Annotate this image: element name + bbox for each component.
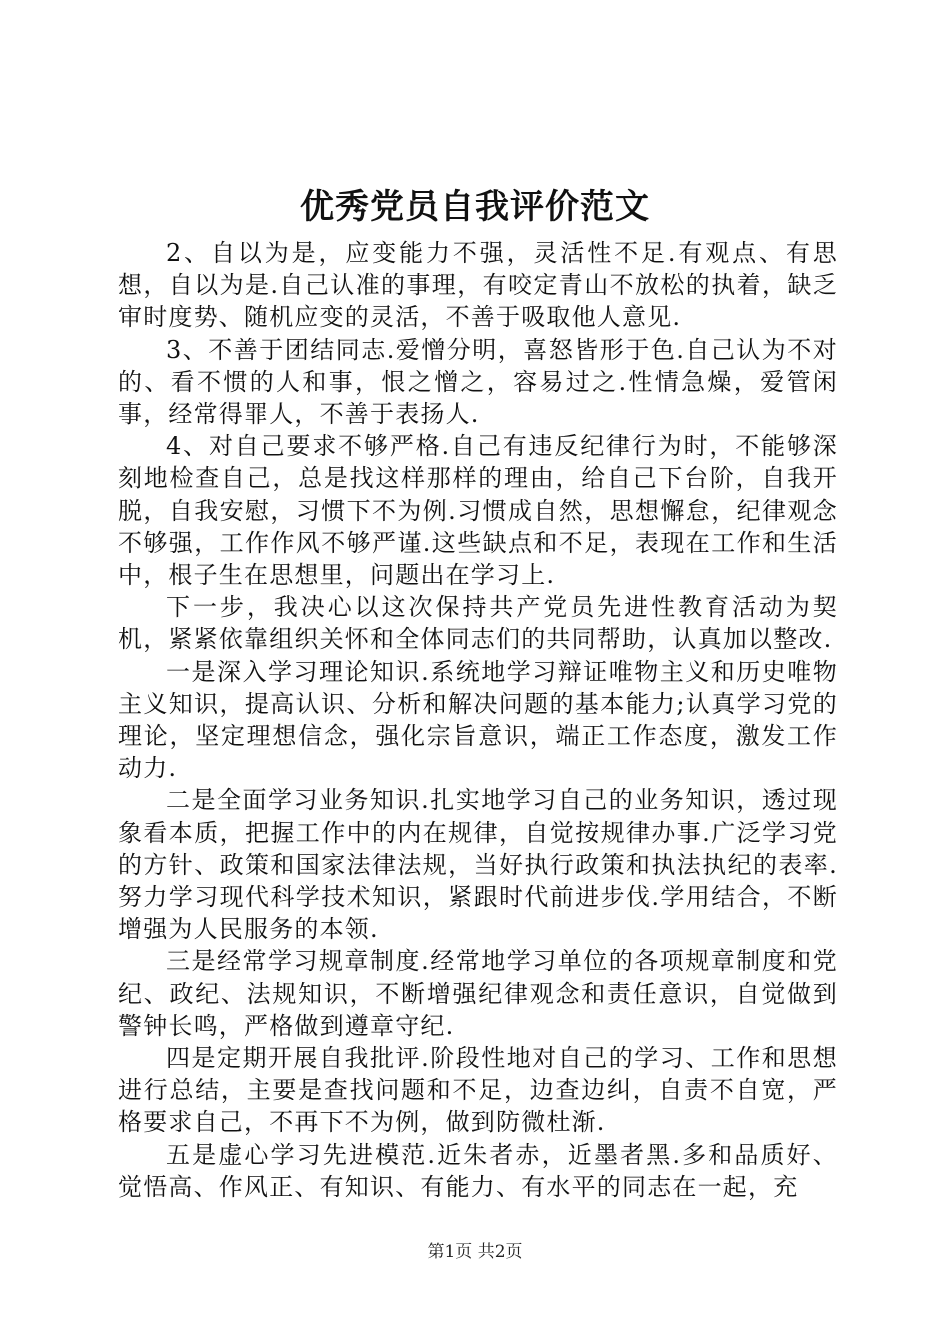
paragraph-measure-2: 二是全面学习业务知识.扎实地学习自己的业务知识，透过现象看本质，把握工作中的内在规律，自觉按规律办事.广泛学习党的方针、政策和国家法律法规，当好执行政策和执法执纪的表率.努力学习现代科学技术知识，紧跟时代前进步伐.学用结合，不断增强为人民服务的本领. bbox=[118, 786, 838, 944]
paragraph-point-3: 3、不善于团结同志.爱憎分明，喜怒皆形于色.自己认为不对的、看不惯的人和事，恨之憎之，容易过之.性情急燥，爱管闲事，经常得罪人，不善于表扬人. bbox=[118, 335, 838, 429]
document-body bbox=[118, 237, 838, 1203]
paragraph-measure-5: 五是虚心学习先进模范.近朱者赤，近墨者黑.多和品质好、觉悟高、作风正、有知识、有能力、有水平的同志在一起，充 bbox=[118, 1140, 838, 1201]
paragraph-measure-3: 三是经常学习规章制度.经常地学习单位的各项规章制度和党纪、政纪、法规知识，不断增强纪律观念和责任意识，自觉做到警钟长鸣，严格做到遵章守纪. bbox=[118, 947, 838, 1040]
paragraph-measure-4: 四是定期开展自我批评.阶段性地对自己的学习、工作和思想进行总结，主要是查找问题和不足，边查边纠，自责不自宽，严格要求自己，不再下不为例，做到防微杜渐. bbox=[118, 1044, 838, 1137]
paragraph-point-4: 4、对自己要求不够严格.自己有违反纪律行为时，不能够深刻地检查自己，总是找这样那样的理由，给自己下台阶，自我开脱，自我安慰，习惯下不为例.习惯成自然，思想懈怠，纪律观念不够强，工作作风不够严谨.这些缺点和不足，表现在工作和生活中，根子生在思想里，问题出在学习上. bbox=[118, 432, 838, 590]
document-title: 优秀党员自我评价范文 bbox=[300, 187, 650, 227]
paragraph-point-2: 2、自以为是，应变能力不强，灵活性不足.有观点、有思想，自以为是.自己认准的事理，有咬定青山不放松的执着，缺乏审时度势、随机应变的灵活，不善于吸取他人意见. bbox=[118, 239, 838, 332]
paragraph-next-step: 下一步，我决心以这次保持共产党员先进性教育活动为契机，紧紧依靠组织关怀和全体同志们的共同帮助，认真加以整改. bbox=[118, 593, 838, 654]
page-number-footer: 第1页 共2页 bbox=[427, 1242, 523, 1262]
paragraph-measure-1: 一是深入学习理论知识.系统地学习辩证唯物主义和历史唯物主义知识，提高认识、分析和解决问题的基本能力;认真学习党的理论，坚定理想信念，强化宗旨意识，端正工作态度，激发工作动力. bbox=[118, 657, 838, 783]
